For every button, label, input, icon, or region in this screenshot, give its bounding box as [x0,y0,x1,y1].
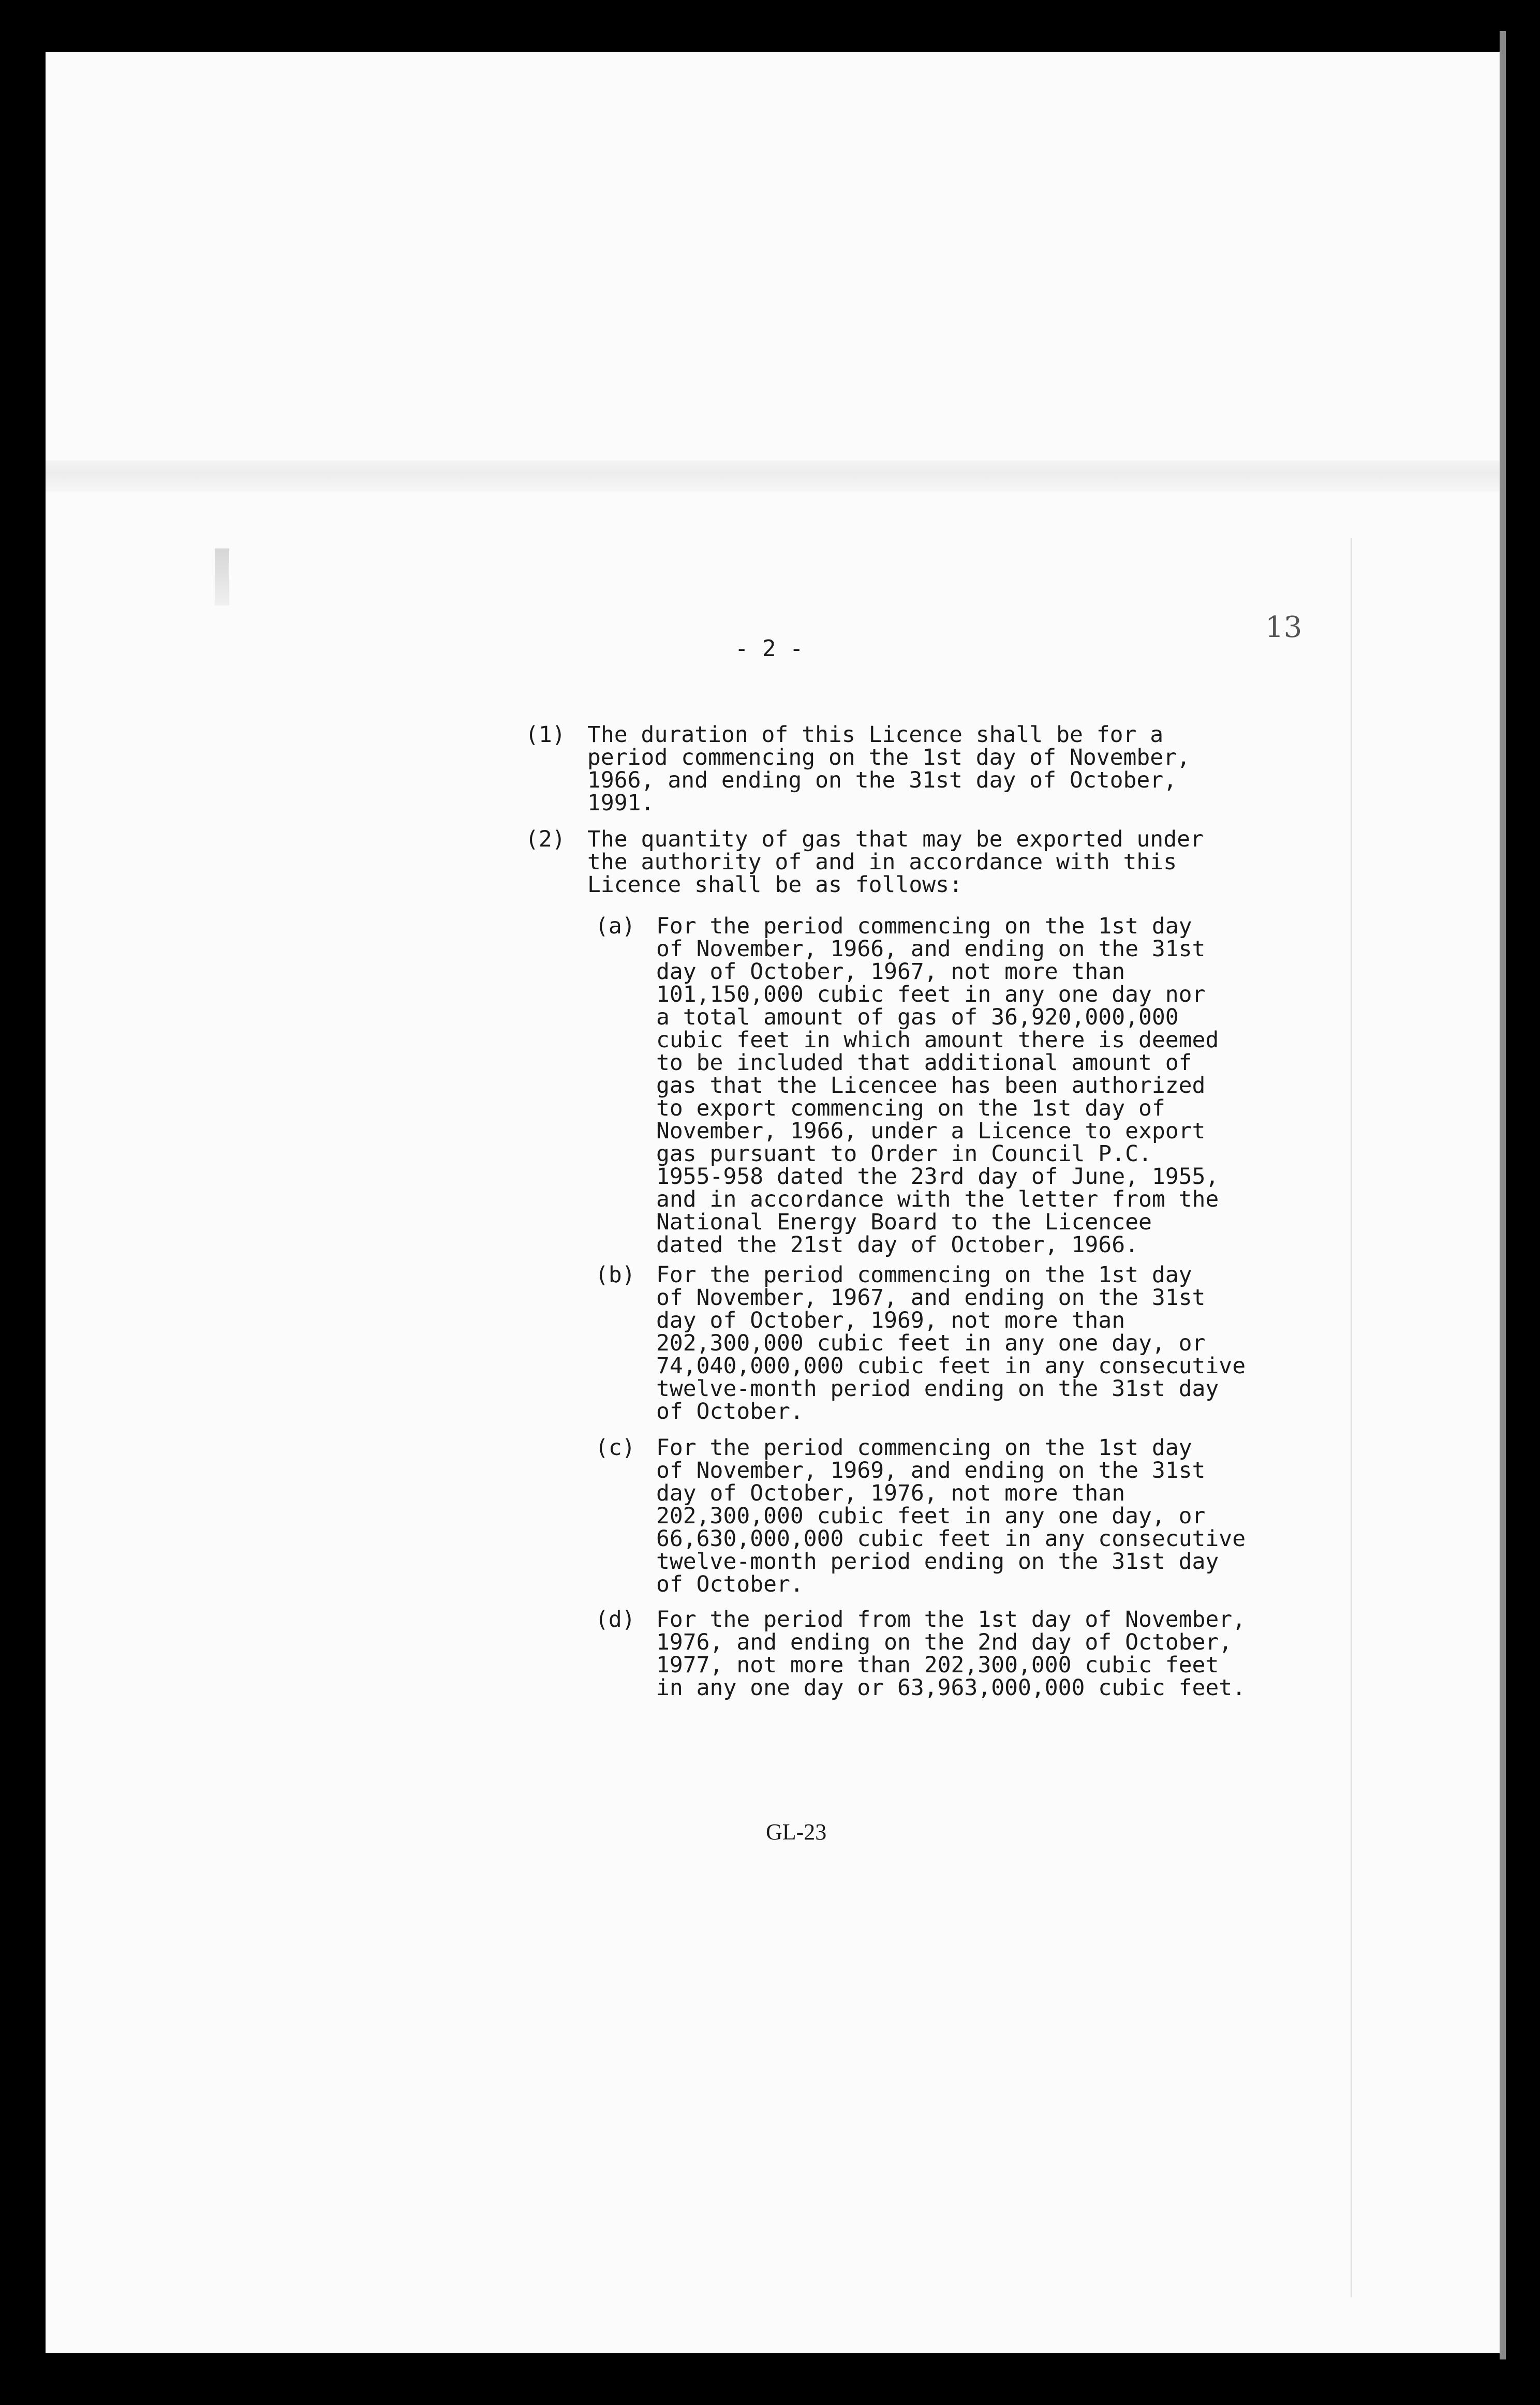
document-reference-code: GL-23 [766,1819,827,1845]
subclause-a-text: For the period commencing on the 1st day of November, 1966, and ending on the 31st day of October, 1967, not more than 101,150,000 cubic feet in any one day nor a total amount of gas of 36,920,000,000 cubic feet in which amount there is deemed to be included that additional amount of gas that the Licencee has been authorized to export commencing on the 1st day of November, 1966, under a Licence to export gas pursuant to Order in Council P.C. 1955-958 dated the 23rd day of June, 1955, and in accordance with the letter from the National Energy Board to the Licencee dated the 21st day of October, 1966. [656,913,1219,1258]
handwritten-corner-mark: 13 [1265,611,1302,644]
subclause-b-label: (b) [595,1262,635,1288]
subclause-a-label: (a) [595,913,635,939]
clause-1-text: The duration of this Licence shall be for a period commencing on the 1st day of November, 1966, and ending on the 31st day of October, 1991. [587,722,1190,816]
subclause-d-label: (d) [595,1607,635,1632]
clause-2-label: (2) [525,826,566,852]
subclause-c-label: (c) [595,1435,635,1461]
page-shadow [1500,31,1506,2359]
inner-page-edge [1351,538,1352,2297]
clause-2-text: The quantity of gas that may be exported under the authority of and in accordance with this Licence shall be as follows: [587,826,1204,898]
scan-smudge [215,548,229,605]
subclause-d-text: For the period from the 1st day of November, 1976, and ending on the 2nd day of October, 1977, not more than 202,300,000 cubic feet in any one day or 63,963,000,000 cubic feet. [656,1607,1246,1701]
clause-1-label: (1) [525,722,566,748]
page-number: - 2 - [735,635,804,662]
subclause-b-text: For the period commencing on the 1st day of November, 1967, and ending on the 31st day of October, 1969, not more than 202,300,000 cubic feet in any one day, or 74,040,000,000 cubic feet in any consecutive twelve-month period ending on the 31st day of October. [656,1262,1246,1424]
page-fold-shading [46,461,1500,492]
subclause-c-text: For the period commencing on the 1st day of November, 1969, and ending on the 31st day of October, 1976, not more than 202,300,000 cubic feet in any one day, or 66,630,000,000 cubic feet in any consecutive twelve-month period ending on the 31st day of October. [656,1435,1246,1597]
